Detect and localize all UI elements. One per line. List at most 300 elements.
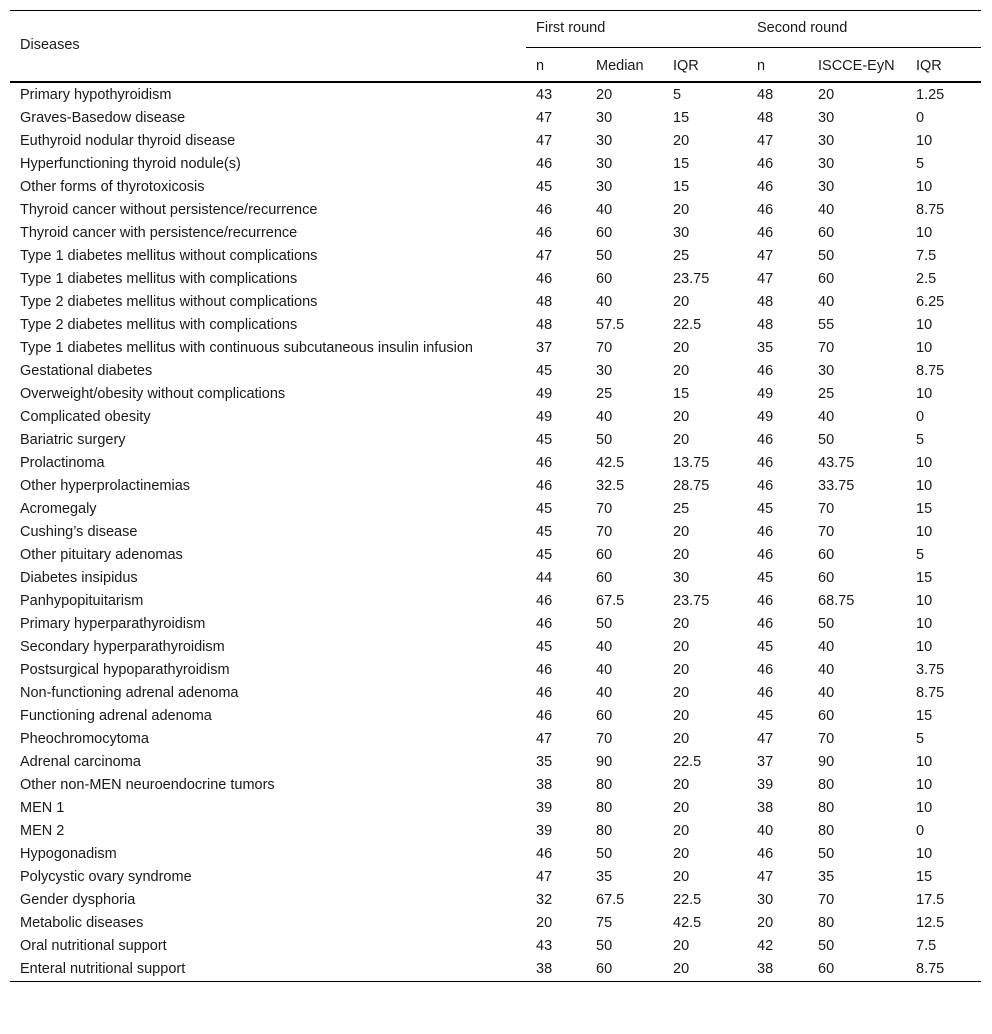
disease-cell: Type 2 diabetes mellitus without complications (20, 294, 318, 310)
n-first-cell: 46 (536, 225, 553, 241)
median-cell: 60 (596, 225, 613, 241)
table-row (10, 935, 981, 958)
median-cell: 20 (596, 87, 613, 103)
iqr-second-cell: 10 (916, 846, 933, 862)
n-second-cell: 35 (757, 340, 774, 356)
n-first-cell: 43 (536, 938, 553, 954)
iscce-eyn-cell: 30 (818, 179, 835, 195)
median-cell: 57.5 (596, 317, 625, 333)
n-second-cell: 38 (757, 961, 774, 977)
disease-cell: Non-functioning adrenal adenoma (20, 685, 239, 701)
n-first-cell: 47 (536, 110, 553, 126)
iqr-second-cell: 15 (916, 570, 933, 586)
table-row (10, 590, 981, 613)
iscce-eyn-cell: 60 (818, 961, 835, 977)
iscce-eyn-cell: 68.75 (818, 593, 855, 609)
iscce-eyn-cell: 30 (818, 110, 835, 126)
n-first-cell: 39 (536, 823, 553, 839)
n-second-cell: 38 (757, 800, 774, 816)
iscce-eyn-cell: 33.75 (818, 478, 855, 494)
median-cell: 50 (596, 616, 613, 632)
table-row (10, 153, 981, 176)
table-row (10, 498, 981, 521)
n-second-cell: 47 (757, 271, 774, 287)
table-row (10, 337, 981, 360)
median-cell: 60 (596, 271, 613, 287)
iscce-eyn-cell: 50 (818, 846, 835, 862)
iscce-eyn-cell: 43.75 (818, 455, 855, 471)
n-first-cell: 46 (536, 271, 553, 287)
disease-cell: Other pituitary adenomas (20, 547, 183, 563)
median-cell: 80 (596, 777, 613, 793)
iqr-first-cell: 20 (673, 685, 690, 701)
iqr-second-cell: 10 (916, 754, 933, 770)
iqr-first-cell: 20 (673, 340, 690, 356)
n-second-cell: 48 (757, 110, 774, 126)
iqr-second-cell: 15 (916, 708, 933, 724)
median-cell: 80 (596, 823, 613, 839)
n-first-cell: 47 (536, 248, 553, 264)
n-first-cell: 46 (536, 478, 553, 494)
iqr-first-cell: 23.75 (673, 271, 710, 287)
table-row (10, 360, 981, 383)
disease-cell: Secondary hyperparathyroidism (20, 639, 225, 655)
n-first-cell: 44 (536, 570, 553, 586)
median-cell: 70 (596, 524, 613, 540)
n-first-cell: 47 (536, 133, 553, 149)
table-row (10, 291, 981, 314)
disease-cell: Other forms of thyrotoxicosis (20, 179, 205, 195)
iscce-eyn-cell: 60 (818, 547, 835, 563)
disease-cell: Cushing’s disease (20, 524, 138, 540)
iqr-first-cell: 25 (673, 501, 690, 517)
n-first-cell: 46 (536, 616, 553, 632)
table-row (10, 797, 981, 820)
iqr-first-cell: 15 (673, 386, 690, 402)
disease-cell: Graves-Basedow disease (20, 110, 186, 126)
table-row (10, 429, 981, 452)
n-first-cell: 46 (536, 846, 553, 862)
table-row (10, 222, 981, 245)
table-row (10, 130, 981, 153)
iqr-second-cell: 5 (916, 156, 925, 172)
disease-cell: Euthyroid nodular thyroid disease (20, 133, 236, 149)
iscce-eyn-cell: 60 (818, 225, 835, 241)
n-first-cell: 43 (536, 87, 553, 103)
iqr-first-cell: 20 (673, 409, 690, 425)
n-second-cell: 45 (757, 708, 774, 724)
n-second-cell: 47 (757, 731, 774, 747)
column-header-median: Median (596, 58, 644, 74)
n-second-cell: 46 (757, 455, 774, 471)
table-row (10, 567, 981, 590)
n-second-cell: 46 (757, 202, 774, 218)
n-second-cell: 46 (757, 846, 774, 862)
iscce-eyn-cell: 80 (818, 777, 835, 793)
disease-cell: Overweight/obesity without complications (20, 386, 286, 402)
iqr-first-cell: 20 (673, 616, 690, 632)
median-cell: 60 (596, 708, 613, 724)
table-row (10, 268, 981, 291)
iscce-eyn-cell: 60 (818, 570, 835, 586)
median-cell: 60 (596, 961, 613, 977)
table-row (10, 107, 981, 130)
median-cell: 32.5 (596, 478, 625, 494)
iscce-eyn-cell: 20 (818, 87, 835, 103)
median-cell: 30 (596, 110, 613, 126)
iscce-eyn-cell: 80 (818, 915, 835, 931)
n-second-cell: 46 (757, 156, 774, 172)
iqr-first-cell: 20 (673, 363, 690, 379)
iqr-second-cell: 8.75 (916, 685, 945, 701)
n-second-cell: 46 (757, 225, 774, 241)
table-row (10, 820, 981, 843)
iscce-eyn-cell: 55 (818, 317, 835, 333)
first-round-header: First round (526, 11, 747, 48)
median-cell: 30 (596, 133, 613, 149)
iqr-first-cell: 20 (673, 800, 690, 816)
median-cell: 35 (596, 869, 613, 885)
median-cell: 30 (596, 179, 613, 195)
n-first-cell: 48 (536, 294, 553, 310)
n-second-cell: 20 (757, 915, 774, 931)
iqr-second-cell: 10 (916, 777, 933, 793)
iscce-eyn-cell: 40 (818, 202, 835, 218)
n-second-cell: 37 (757, 754, 774, 770)
iqr-first-cell: 20 (673, 869, 690, 885)
n-second-cell: 47 (757, 869, 774, 885)
iqr-second-cell: 10 (916, 455, 933, 471)
disease-cell: MEN 1 (20, 800, 65, 816)
n-first-cell: 46 (536, 156, 553, 172)
table-row (10, 383, 981, 406)
n-second-cell: 42 (757, 938, 774, 954)
iqr-first-cell: 20 (673, 938, 690, 954)
table-row (10, 406, 981, 429)
disease-cell: Type 2 diabetes mellitus with complications (20, 317, 298, 333)
iscce-eyn-cell: 70 (818, 340, 835, 356)
n-second-cell: 45 (757, 570, 774, 586)
n-second-cell: 48 (757, 317, 774, 333)
median-cell: 50 (596, 248, 613, 264)
table-row (10, 544, 981, 567)
iqr-second-cell: 10 (916, 593, 933, 609)
n-second-cell: 40 (757, 823, 774, 839)
iqr-first-cell: 25 (673, 248, 690, 264)
n-first-cell: 39 (536, 800, 553, 816)
table-row (10, 452, 981, 475)
n-second-cell: 48 (757, 87, 774, 103)
column-header-n-first: n (536, 58, 545, 74)
n-first-cell: 49 (536, 386, 553, 402)
iqr-first-cell: 20 (673, 547, 690, 563)
n-first-cell: 38 (536, 777, 553, 793)
iqr-second-cell: 1.25 (916, 87, 945, 103)
median-cell: 40 (596, 662, 613, 678)
iqr-second-cell: 10 (916, 639, 933, 655)
table-row (10, 176, 981, 199)
n-second-cell: 49 (757, 409, 774, 425)
disease-cell: Prolactinoma (20, 455, 105, 471)
median-cell: 90 (596, 754, 613, 770)
iqr-second-cell: 3.75 (916, 662, 945, 678)
n-first-cell: 45 (536, 639, 553, 655)
disease-cell: Type 1 diabetes mellitus with complications (20, 271, 298, 287)
iscce-eyn-cell: 50 (818, 616, 835, 632)
iqr-second-cell: 10 (916, 386, 933, 402)
iqr-second-cell: 10 (916, 340, 933, 356)
n-first-cell: 46 (536, 662, 553, 678)
iqr-second-cell: 0 (916, 823, 925, 839)
n-first-cell: 32 (536, 892, 553, 908)
iqr-first-cell: 15 (673, 179, 690, 195)
n-first-cell: 45 (536, 524, 553, 540)
iqr-first-cell: 20 (673, 524, 690, 540)
iqr-first-cell: 20 (673, 662, 690, 678)
column-header-n-second: n (757, 58, 766, 74)
iqr-first-cell: 20 (673, 961, 690, 977)
table-row (10, 475, 981, 498)
n-first-cell: 38 (536, 961, 553, 977)
disease-cell: Postsurgical hypoparathyroidism (20, 662, 230, 678)
iscce-eyn-cell: 70 (818, 731, 835, 747)
median-cell: 50 (596, 432, 613, 448)
n-second-cell: 30 (757, 892, 774, 908)
column-header-iqr-first: IQR (673, 58, 699, 74)
iqr-first-cell: 20 (673, 294, 690, 310)
disease-cell: Primary hyperparathyroidism (20, 616, 206, 632)
iscce-eyn-cell: 35 (818, 869, 835, 885)
iqr-second-cell: 15 (916, 501, 933, 517)
n-first-cell: 45 (536, 179, 553, 195)
iqr-second-cell: 6.25 (916, 294, 945, 310)
n-second-cell: 47 (757, 133, 774, 149)
iqr-first-cell: 20 (673, 823, 690, 839)
iscce-eyn-cell: 30 (818, 156, 835, 172)
table-row (10, 82, 981, 107)
iqr-first-cell: 20 (673, 846, 690, 862)
median-cell: 25 (596, 386, 613, 402)
iqr-first-cell: 30 (673, 570, 690, 586)
n-second-cell: 39 (757, 777, 774, 793)
n-second-cell: 45 (757, 639, 774, 655)
n-second-cell: 46 (757, 524, 774, 540)
column-header-iqr-second: IQR (916, 58, 942, 74)
iqr-second-cell: 10 (916, 317, 933, 333)
n-first-cell: 46 (536, 202, 553, 218)
iscce-eyn-cell: 50 (818, 432, 835, 448)
iqr-first-cell: 22.5 (673, 317, 702, 333)
disease-cell: Adrenal carcinoma (20, 754, 141, 770)
n-second-cell: 46 (757, 363, 774, 379)
iqr-first-cell: 20 (673, 777, 690, 793)
iqr-second-cell: 10 (916, 616, 933, 632)
disease-cell: Thyroid cancer without persistence/recurrence (20, 202, 318, 218)
iqr-second-cell: 8.75 (916, 961, 945, 977)
disease-cell: Acromegaly (20, 501, 97, 517)
iscce-eyn-cell: 70 (818, 501, 835, 517)
iqr-second-cell: 8.75 (916, 202, 945, 218)
disease-cell: Primary hypothyroidism (20, 87, 172, 103)
iscce-eyn-cell: 50 (818, 248, 835, 264)
n-first-cell: 49 (536, 409, 553, 425)
median-cell: 40 (596, 409, 613, 425)
n-second-cell: 45 (757, 501, 774, 517)
iscce-eyn-cell: 60 (818, 708, 835, 724)
disease-cell: Hyperfunctioning thyroid nodule(s) (20, 156, 241, 172)
n-first-cell: 46 (536, 455, 553, 471)
n-first-cell: 45 (536, 501, 553, 517)
iqr-second-cell: 7.5 (916, 938, 937, 954)
n-second-cell: 46 (757, 547, 774, 563)
n-first-cell: 45 (536, 363, 553, 379)
table-row (10, 613, 981, 636)
iqr-second-cell: 0 (916, 409, 925, 425)
iscce-eyn-cell: 70 (818, 892, 835, 908)
iscce-eyn-cell: 30 (818, 133, 835, 149)
disease-cell: Bariatric surgery (20, 432, 126, 448)
iscce-eyn-cell: 40 (818, 685, 835, 701)
median-cell: 40 (596, 202, 613, 218)
iscce-eyn-cell: 40 (818, 294, 835, 310)
disease-cell: Functioning adrenal adenoma (20, 708, 212, 724)
iqr-first-cell: 22.5 (673, 892, 702, 908)
iqr-first-cell: 30 (673, 225, 690, 241)
iqr-second-cell: 17.5 (916, 892, 945, 908)
iscce-eyn-cell: 40 (818, 409, 835, 425)
disease-cell: Gestational diabetes (20, 363, 153, 379)
table-row (10, 958, 981, 982)
table-row (10, 843, 981, 866)
iqr-first-cell: 20 (673, 708, 690, 724)
median-cell: 40 (596, 639, 613, 655)
table-row (10, 245, 981, 268)
diseases-header: Diseases (20, 37, 80, 53)
median-cell: 75 (596, 915, 613, 931)
table-row (10, 682, 981, 705)
n-first-cell: 46 (536, 593, 553, 609)
n-second-cell: 46 (757, 432, 774, 448)
n-first-cell: 46 (536, 685, 553, 701)
iqr-first-cell: 28.75 (673, 478, 710, 494)
iqr-second-cell: 8.75 (916, 363, 945, 379)
table-row (10, 314, 981, 337)
n-first-cell: 20 (536, 915, 553, 931)
table-row (10, 774, 981, 797)
table-row (10, 889, 981, 912)
iqr-second-cell: 5 (916, 731, 925, 747)
table-row (10, 912, 981, 935)
iscce-eyn-cell: 40 (818, 662, 835, 678)
table-row (10, 521, 981, 544)
header-group-row (10, 11, 981, 48)
n-first-cell: 47 (536, 869, 553, 885)
disease-cell: Polycystic ovary syndrome (20, 869, 192, 885)
n-second-cell: 46 (757, 662, 774, 678)
n-second-cell: 46 (757, 685, 774, 701)
iqr-first-cell: 22.5 (673, 754, 702, 770)
disease-cell: Diabetes insipidus (20, 570, 138, 586)
n-first-cell: 35 (536, 754, 553, 770)
median-cell: 50 (596, 938, 613, 954)
n-second-cell: 49 (757, 386, 774, 402)
disease-cell: Type 1 diabetes mellitus without complications (20, 248, 318, 264)
n-second-cell: 46 (757, 478, 774, 494)
n-first-cell: 45 (536, 547, 553, 563)
iqr-first-cell: 5 (673, 87, 682, 103)
iqr-second-cell: 10 (916, 524, 933, 540)
n-first-cell: 48 (536, 317, 553, 333)
iqr-second-cell: 10 (916, 133, 933, 149)
iqr-second-cell: 7.5 (916, 248, 937, 264)
median-cell: 80 (596, 800, 613, 816)
table-row (10, 659, 981, 682)
iqr-first-cell: 20 (673, 432, 690, 448)
iqr-first-cell: 20 (673, 731, 690, 747)
disease-cell: Thyroid cancer with persistence/recurrence (20, 225, 298, 241)
table-row (10, 728, 981, 751)
iscce-eyn-cell: 30 (818, 363, 835, 379)
disease-cell: Complicated obesity (20, 409, 151, 425)
disease-cell: Pheochromocytoma (20, 731, 149, 747)
iscce-eyn-cell: 50 (818, 938, 835, 954)
iscce-eyn-cell: 90 (818, 754, 835, 770)
n-first-cell: 45 (536, 432, 553, 448)
iqr-first-cell: 13.75 (673, 455, 710, 471)
iqr-second-cell: 2.5 (916, 271, 937, 287)
disease-cell: Metabolic diseases (20, 915, 144, 931)
median-cell: 60 (596, 570, 613, 586)
n-first-cell: 47 (536, 731, 553, 747)
diseases-table (10, 10, 981, 982)
iqr-first-cell: 20 (673, 639, 690, 655)
table-row (10, 636, 981, 659)
iscce-eyn-cell: 60 (818, 271, 835, 287)
median-cell: 40 (596, 685, 613, 701)
median-cell: 40 (596, 294, 613, 310)
table-row (10, 866, 981, 889)
iqr-first-cell: 20 (673, 133, 690, 149)
median-cell: 30 (596, 156, 613, 172)
disease-cell: Oral nutritional support (20, 938, 167, 954)
n-first-cell: 37 (536, 340, 553, 356)
disease-cell: Panhypopituitarism (20, 593, 144, 609)
disease-cell: Other non-MEN neuroendocrine tumors (20, 777, 275, 793)
disease-cell: MEN 2 (20, 823, 65, 839)
median-cell: 30 (596, 363, 613, 379)
iqr-first-cell: 15 (673, 110, 690, 126)
n-second-cell: 47 (757, 248, 774, 264)
disease-cell: Gender dysphoria (20, 892, 136, 908)
n-second-cell: 46 (757, 616, 774, 632)
median-cell: 42.5 (596, 455, 625, 471)
iqr-second-cell: 10 (916, 478, 933, 494)
median-cell: 50 (596, 846, 613, 862)
median-cell: 67.5 (596, 892, 625, 908)
n-second-cell: 46 (757, 593, 774, 609)
iqr-second-cell: 12.5 (916, 915, 945, 931)
n-second-cell: 48 (757, 294, 774, 310)
iqr-first-cell: 15 (673, 156, 690, 172)
iqr-first-cell: 42.5 (673, 915, 702, 931)
disease-cell: Hypogonadism (20, 846, 117, 862)
disease-cell: Enteral nutritional support (20, 961, 186, 977)
n-first-cell: 46 (536, 708, 553, 724)
iqr-second-cell: 10 (916, 179, 933, 195)
iqr-second-cell: 10 (916, 800, 933, 816)
table-body (10, 82, 981, 981)
median-cell: 60 (596, 547, 613, 563)
